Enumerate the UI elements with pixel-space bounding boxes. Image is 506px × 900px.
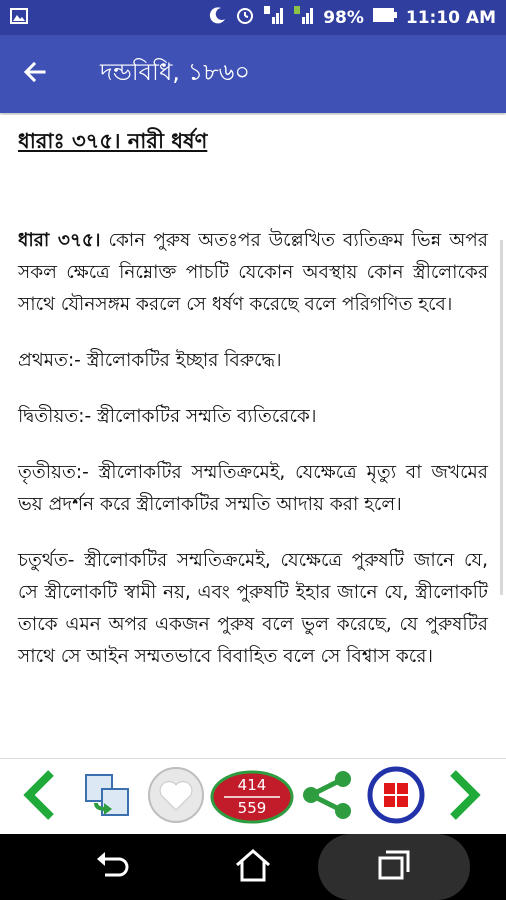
page-title: দন্ডবিধি, ১৮৬০ <box>100 58 250 86</box>
home-icon <box>233 847 273 887</box>
nav-back-button[interactable] <box>70 844 156 890</box>
back-button[interactable] <box>0 35 70 113</box>
clock-time: 11:10 AM <box>405 7 496 28</box>
paragraph: তৃতীয়ত:- স্ত্রীলোকটির সম্মতিক্রমেই, যেক্ষেত্রে মৃত্যু বা জখমের ভয় প্রদর্শন করে স্ত্রীলোকটির সম্মতি আদায় করা হলে। <box>18 462 488 515</box>
next-button[interactable] <box>440 767 490 827</box>
paragraph: দ্বিতীয়ত:- স্ত্রীলোকটির সম্মতি ব্যতিরেকে। <box>18 406 317 427</box>
previous-button[interactable] <box>14 767 64 827</box>
share-button[interactable] <box>296 769 360 825</box>
copy-swap-icon <box>82 769 134 825</box>
paragraph-label: ধারা ৩৭৫। <box>18 230 101 251</box>
recents-icon <box>376 848 412 886</box>
chevron-right-icon <box>445 767 485 827</box>
article-body <box>18 225 488 697</box>
app-bar <box>0 35 506 113</box>
nav-home-button[interactable] <box>210 844 296 890</box>
section-title: ধারাঃ ৩৭৫। নারী ধর্ষণ <box>18 129 208 153</box>
nav-recents-button[interactable] <box>318 834 470 900</box>
signal-sim2-icon <box>293 5 315 30</box>
moon-icon <box>209 6 227 29</box>
paragraph-text: কোন পুরুষ অতঃপর উল্লেখিত ব্যতিক্রম ভিন্ন অপর সকল ক্ষেত্রে নিম্নোক্ত পাচটি যেকোন অবস্থায় কোন স্ত্রীলোকের সাথে যৌনসঙ্গম করলে সে ধর্ষণ করেছে বলে পরিগণিত হবে। <box>18 230 488 315</box>
battery-icon <box>372 7 398 28</box>
gallery-icon <box>10 8 28 28</box>
index-button[interactable] <box>366 767 426 827</box>
battery-percent: 98% <box>323 7 364 28</box>
status-bar <box>0 0 506 35</box>
paragraph <box>18 225 488 321</box>
share-icon <box>299 770 357 824</box>
copy-button[interactable] <box>80 769 136 825</box>
chevron-left-icon <box>19 767 59 827</box>
favorite-button[interactable] <box>146 767 206 827</box>
heart-icon <box>147 766 205 828</box>
page-counter[interactable] <box>210 770 294 824</box>
signal-sim1-icon <box>263 5 285 30</box>
back-icon <box>93 849 133 885</box>
paragraph: চতুর্থত- স্ত্রীলোকটির সম্মতিক্রমেই, যেক্ষেত্রে পুরুষটি জানে যে, সে স্ত্রীলোকটি স্বামী নয়, এবং পুরুষটি ইহার জানে যে, স্ত্রীলোকটি তাকে এমন অপর একজন পুরুষ বলে ভুল করেছে, যে পুরুষটির সাথে সে আইন সম্মতভাবে বিবাহিত বলে সে বিশ্বাস করে। <box>18 550 488 667</box>
total-pages: 559 <box>237 799 267 817</box>
current-page: 414 <box>237 776 267 794</box>
arrow-left-icon <box>22 59 48 89</box>
scrollbar[interactable] <box>500 240 503 595</box>
paragraph: প্রথমত:- স্ত্রীলোকটির ইচ্ছার বিরুদ্ধে। <box>18 350 282 371</box>
alarm-icon <box>235 5 255 30</box>
system-nav-bar <box>0 834 506 900</box>
article-content[interactable] <box>0 115 506 758</box>
grid-icon <box>367 766 425 828</box>
